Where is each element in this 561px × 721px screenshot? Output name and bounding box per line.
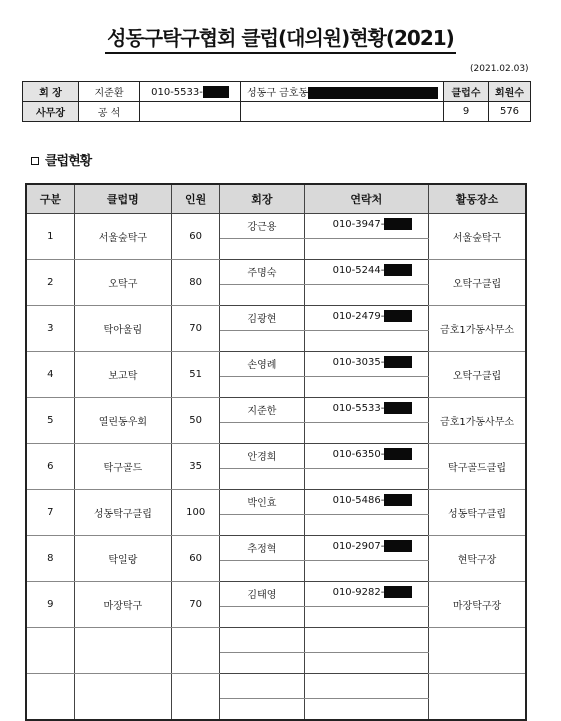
redaction-block [384, 356, 412, 368]
cell-head: 안경희 [220, 444, 304, 469]
cell-place: 서울숲탁구 [429, 214, 526, 260]
cell-members: 35 [172, 444, 220, 490]
cell-no: 2 [26, 260, 74, 306]
header-head: 회장 [220, 184, 304, 214]
cell-phone-sub [304, 653, 428, 674]
phone-text: 010-5486- [332, 495, 385, 506]
table-row [26, 306, 526, 331]
table-row [26, 582, 526, 607]
club-count: 9 [444, 102, 489, 122]
cell-head: 박인효 [220, 490, 304, 515]
phone-text: 010-6350- [332, 449, 385, 460]
cell-place: 성동탁구클립 [429, 490, 526, 536]
cell-club [74, 674, 171, 721]
president-label: 회 장 [23, 82, 79, 102]
section-heading: 클럽현황 [31, 150, 91, 169]
table-row [26, 674, 526, 699]
cell-phone-sub [304, 699, 428, 721]
address-cell [241, 82, 444, 102]
cell-members: 70 [172, 306, 220, 352]
table-row [26, 214, 526, 239]
table-header-row [26, 184, 526, 214]
member-count-label: 회원수 [489, 82, 531, 102]
cell-head-sub [220, 239, 304, 260]
cell-no: 4 [26, 352, 74, 398]
table-row [26, 260, 526, 285]
document-date: (2021.02.03) [470, 64, 529, 74]
redaction-block [384, 448, 412, 460]
cell-club: 탁구골드 [74, 444, 171, 490]
redaction-block [384, 494, 412, 506]
cell-head-sub [220, 607, 304, 628]
redaction-block [203, 86, 229, 98]
phone-text: 010-2907- [332, 541, 385, 552]
cell-head: 강근용 [220, 214, 304, 239]
redaction-block [384, 218, 412, 230]
cell-head: 추정혁 [220, 536, 304, 561]
cell-members: 60 [172, 214, 220, 260]
secretary-label: 사무장 [23, 102, 79, 122]
phone-text: 010-2479- [332, 311, 385, 322]
redaction-block [384, 264, 412, 276]
phone-text: 010-5244- [332, 265, 385, 276]
header-place: 활동장소 [429, 184, 526, 214]
president-phone-cell [140, 82, 241, 102]
cell-club: 성동탁구클립 [74, 490, 171, 536]
cell-head [220, 628, 304, 653]
cell-members [172, 628, 220, 674]
cell-phone-sub [304, 607, 428, 628]
cell-phone-sub [304, 377, 428, 398]
cell-place: 금호1가동사무소 [429, 306, 526, 352]
cell-club: 탁일랑 [74, 536, 171, 582]
header-no: 구분 [26, 184, 74, 214]
cell-head-sub [220, 699, 304, 721]
phone-text: 010-5533- [332, 403, 385, 414]
cell-phone [304, 628, 428, 653]
cell-no: 5 [26, 398, 74, 444]
club-table [25, 183, 527, 721]
cell-phone [304, 398, 428, 423]
cell-club: 마장탁구 [74, 582, 171, 628]
cell-club: 오탁구 [74, 260, 171, 306]
phone-text: 010-9282- [332, 587, 385, 598]
cell-place [429, 628, 526, 674]
cell-place: 탁구골드클립 [429, 444, 526, 490]
redaction-block [384, 540, 412, 552]
document-title: 성동구탁구협회 클럽(대의원)현황(2021) [0, 22, 561, 54]
cell-no: 7 [26, 490, 74, 536]
cell-head [220, 674, 304, 699]
club-table-body [26, 214, 526, 721]
cell-members: 60 [172, 536, 220, 582]
cell-place: 오탁구클립 [429, 260, 526, 306]
redaction-block [384, 310, 412, 322]
header-phone: 연락처 [304, 184, 428, 214]
cell-club: 보고탁 [74, 352, 171, 398]
cell-head: 지준한 [220, 398, 304, 423]
empty-cell [140, 102, 241, 122]
cell-no [26, 674, 74, 721]
square-bullet-icon [31, 157, 39, 165]
cell-club: 탁아울림 [74, 306, 171, 352]
cell-phone [304, 260, 428, 285]
cell-members: 51 [172, 352, 220, 398]
table-row [26, 444, 526, 469]
cell-members: 50 [172, 398, 220, 444]
cell-phone [304, 674, 428, 699]
table-row [26, 536, 526, 561]
cell-phone [304, 214, 428, 239]
redaction-block [308, 87, 438, 99]
cell-head-sub [220, 423, 304, 444]
redaction-block [384, 402, 412, 414]
empty-cell [241, 102, 444, 122]
cell-phone [304, 582, 428, 607]
cell-no [26, 628, 74, 674]
cell-phone-sub [304, 331, 428, 352]
cell-phone-sub [304, 423, 428, 444]
cell-members [172, 674, 220, 721]
member-count: 576 [489, 102, 531, 122]
cell-head-sub [220, 331, 304, 352]
cell-phone-sub [304, 285, 428, 306]
cell-place: 금호1가동사무소 [429, 398, 526, 444]
cell-club: 서울숲탁구 [74, 214, 171, 260]
cell-head-sub [220, 515, 304, 536]
table-row [26, 628, 526, 653]
cell-phone [304, 352, 428, 377]
info-table [22, 81, 531, 122]
president-phone: 010-5533- [151, 86, 203, 98]
cell-head-sub [220, 285, 304, 306]
cell-head-sub [220, 469, 304, 490]
cell-phone-sub [304, 469, 428, 490]
cell-no: 1 [26, 214, 74, 260]
cell-members: 100 [172, 490, 220, 536]
cell-no: 3 [26, 306, 74, 352]
table-row [26, 490, 526, 515]
cell-head-sub [220, 377, 304, 398]
redaction-block [384, 586, 412, 598]
cell-place: 현탁구장 [429, 536, 526, 582]
cell-head: 김광현 [220, 306, 304, 331]
cell-phone-sub [304, 561, 428, 582]
phone-text: 010-3035- [332, 357, 385, 368]
cell-phone [304, 306, 428, 331]
header-club: 클럽명 [74, 184, 171, 214]
cell-place: 오탁구클립 [429, 352, 526, 398]
cell-place: 마장탁구장 [429, 582, 526, 628]
phone-text: 010-3947- [332, 219, 385, 230]
cell-head: 주명숙 [220, 260, 304, 285]
cell-phone [304, 444, 428, 469]
cell-head-sub [220, 653, 304, 674]
cell-head-sub [220, 561, 304, 582]
secretary-name: 공 석 [79, 102, 140, 122]
cell-phone [304, 490, 428, 515]
cell-phone [304, 536, 428, 561]
cell-members: 80 [172, 260, 220, 306]
cell-phone-sub [304, 239, 428, 260]
table-row [26, 352, 526, 377]
cell-club [74, 628, 171, 674]
cell-members: 70 [172, 582, 220, 628]
cell-head: 김태영 [220, 582, 304, 607]
cell-no: 6 [26, 444, 74, 490]
cell-no: 8 [26, 536, 74, 582]
president-name: 지준환 [79, 82, 140, 102]
table-row [26, 398, 526, 423]
cell-place [429, 674, 526, 721]
club-count-label: 클럽수 [444, 82, 489, 102]
header-members: 인원 [172, 184, 220, 214]
cell-phone-sub [304, 515, 428, 536]
cell-no: 9 [26, 582, 74, 628]
cell-head: 손영례 [220, 352, 304, 377]
cell-club: 열린동우회 [74, 398, 171, 444]
address: 성동구 금호동 [247, 88, 309, 99]
